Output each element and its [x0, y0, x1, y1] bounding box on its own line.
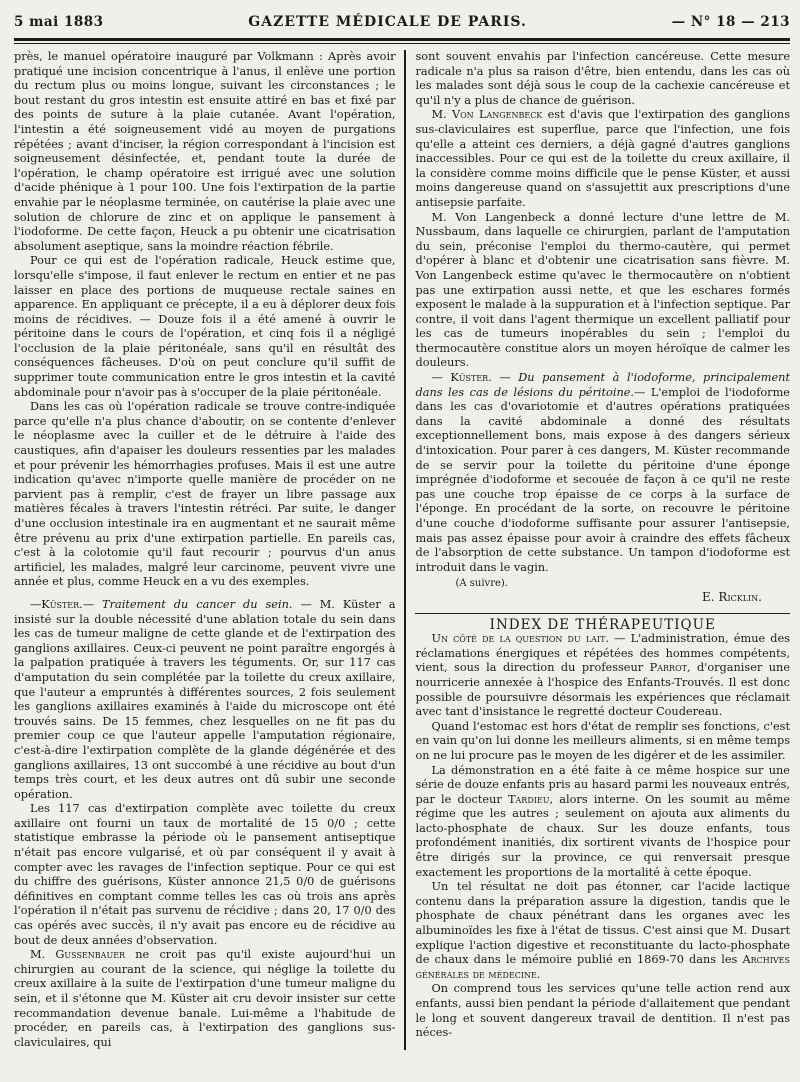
- paragraph: On comprend tous les services qu'une telle action rend aux enfants, aussi bien pendant la période d'allaitement que pendant le long et souvent dangereux travail de dentition. Il n'est pas néces-: [415, 982, 790, 1040]
- paragraph-body: , d'organiser une nourricerie annexée à l'hospice des Enfants-Trouvés. Il est donc possible de poursuivre désormais les expériences que réclamait avec tant d'insistance le regretté docteur Coudereau.: [415, 661, 791, 719]
- section-divider: [415, 613, 790, 614]
- paragraph-body: ne croit pas qu'il existe aujourd'hui un chirurgien au courant de la science, qui néglige la toilette du creux axillaire à la suite de l'extirpation d'une tumeur maligne du sein, et il s'étonne que M. Küster ait cru devoir insister sur cette recommandation devenue banale. Lui-même a l'habitude de procéder, en pareils cas, à l'extirpation des ganglions sus-claviculaires, qui: [14, 948, 396, 1049]
- article-subtitle: Du pansement à l'iodoforme, principalement dans les cas de lésions du péritoine.: [415, 371, 790, 399]
- author-name: — Küster. —: [431, 371, 511, 385]
- paragraph: Quand l'estomac est hors d'état de remplir ses fonctions, c'est en vain qu'on lui donne les meilleurs aliments, si en même temps on ne lui procure pas le moyen de les digérer et de les assimiler.: [415, 719, 790, 762]
- paragraph: près, le manuel opératoire inauguré par Volkmann : Après avoir pratiqué une incision concentrique à l'anus, il enlève une portion du rectum plus ou moins longue, suivant les circonstances ; le bout restant du gros intestin est ensuite attiré en bas et fixé par des points de suture à la plaie cutanée. Avant l'opération, l'intestin a été soigneusement vidé au moyen de purgations répétées ; avant d'inciser, la région correspondant à l'incision est soigneusement désinfectée, et, pendant toute la durée de l'opération, le champ opératoire est irrigué avec une solution d'acide phénique à 1 pour 100. Une fois l'extirpation de la partie envahie par le néoplasme terminée, on cautérise la plaie avec une solution de chlorure de zinc et on applique le pansement à l'iodoforme. De cette façon, Heuck a pu obtenir une cicatrisation absolument aseptique, sans la moindre réaction fébrile.: [14, 50, 396, 253]
- author-name: —Küster.—: [30, 597, 95, 611]
- paragraph-body: — L'emploi de l'iodoforme dans les cas d'ovariotomie et d'autres opérations pratiquées dans la cavité abdominale a donné des résultats exceptionnellement bons, mais expose à des dangers sérieux d'intoxication. Pour parer à ces dangers, M. Küster recommande de se servir pour la toilette du péritoine d'une éponge imprégnée d'iodoforme et secouée de façon à ce qu'il ne reste pas une couche trop épaisse de ce corps à la surface de l'éponge. En procédant de la sorte, on recouvre le péritoine d'une couche d'iodoforme suffisante pour assurer l'antisepsie, mais pas assez épaisse pour avoir à craindre des effets fâcheux de l'absorption de cette substance. Un tampon d'iodoforme est introduit dans le vagin.: [415, 385, 790, 574]
- columns: [14, 50, 790, 1050]
- paragraph-kuster-iodoform: [415, 371, 790, 575]
- author-name: M. Von Langenbeck: [431, 108, 543, 122]
- paragraph-milk-question: [415, 632, 790, 720]
- left-column: [14, 50, 404, 1050]
- person-name: Parrot: [649, 661, 687, 675]
- paragraph-lead: Un côté de la question du lait.: [431, 632, 610, 646]
- to-be-continued: (A suivre).: [455, 578, 508, 590]
- paragraph-body: — M. Küster a insisté sur la double nécessité d'une ablation totale du sein dans les cas de tumeur maligne de cette glande et de l'extirpation des ganglions axillaires. Ceux-ci peuvent ne point paraître engorgés à la palpation pratiquée à travers les téguments. Or, sur 117 cas d'amputation du sein complétée par la toilette du creux axillaire, que l'auteur a empruntés à différentes sources, 2 fois seulement les ganglions axillaires examinés à l'aide du microscope ont été trouvés sains. De 15 femmes, chez lesquelles on ne fit pas du premier coup ce que l'auteur appelle l'amputation régionaire, c'est-à-dire l'extirpation complète de la glande dégénérée et des ganglions axillaires, 13 ont succombé à une récidive au bout d'un temps très court, et les deux autres ont dû subir une seconde opération.: [14, 597, 396, 801]
- page-header: [14, 14, 790, 34]
- paragraph-langenbeck: [415, 108, 790, 210]
- header-rule: [14, 38, 790, 44]
- paragraph: M. Von Langenbeck a donné lecture d'une lettre de M. Nussbaum, dans laquelle ce chirurgien, parlant de l'amputation du sein, préconise l'emploi du thermo-cautère, qui permet d'opérer à blanc et d'obtenir une cicatrisation sans fièvre. M. Von Langenbeck estime qu'avec le thermocautère on n'obtient pas une extirpation aussi nette, et que les eschares formés exposent le malade à la suppuration et à l'infection septique. Par contre, il voit dans l'agent thermique un excellent palliatif pour les cas de tumeurs inopérables du sein ; l'emploi du thermocautère constitue alors un moyen héroïque de calmer les douleurs.: [415, 210, 790, 370]
- journal-title: GAZETTE MÉDICALE DE PARIS.: [248, 14, 527, 30]
- publication-name: Archives générales de médecine: [415, 953, 791, 981]
- paragraph-body: est d'avis que l'extirpation des ganglions sus-claviculaires est superflue, parce que l'infection, une fois qu'elle a atteint ces derniers, a déjà gagné d'autres ganglions inaccessibles. Pour ce qui est de la toilette du creux axillaire, il la considère comme moins difficile que le pense Küster, et aussi moins dangereuse quand on s'assujettit aux prescriptions d'une antisepsie parfaite.: [415, 108, 791, 209]
- paragraph-body: — L'administration, émue des réclamations énergiques et répétées des hommes compétents, vient, sous la direction du professeur: [415, 632, 791, 675]
- paragraph-dusart: [415, 880, 790, 982]
- author-name: M. Gussenbauer: [30, 948, 126, 962]
- section-title: INDEX DE THÉRAPEUTIQUE: [489, 616, 716, 633]
- issue-date: 5 mai 1883: [14, 14, 104, 30]
- paragraph-body: Un tel résultat ne doit pas étonner, car l'acide lactique contenu dans la préparation assure la digestion, tandis que le phosphate de chaux pénétrant dans les organes avec les albuminoïdes les fixe à l'état de tissus. C'est ainsi que M. Dusart explique l'action digestive et reconstituante du lacto-phosphate de chaux dans le mémoire publié en 1869-70 dans les: [415, 880, 790, 967]
- person-name: Tardieu: [508, 792, 550, 806]
- article-subtitle: Traitement du cancer du sein.: [102, 597, 293, 611]
- paragraph-body: , alors interne. On les soumit au même régime que les autres ; seulement on ajouta aux aliments du lacto-phosphate de chaux. Sur les douze enfants, tous profondément inanitiés, dix sortirent vivants de l'hospice pour être dirigés sur la province, ce qui renversait presque exactement les proportions de la mortalité à cette époque.: [415, 792, 791, 879]
- right-column: [404, 50, 790, 1050]
- paragraph: Les 117 cas d'extirpation complète avec toilette du creux axillaire ont fourni un taux de mortalité de 15 0/0 ; cette statistique embrasse la période où le pansement antiseptique n'était pas encore vulgarisé, et où par conséquent il y avait à compter avec les ravages de l'infection septique. Pour ce qui est du chiffre des guérisons, Küster annonce 21,5 0/0 de guérisons définitives en comptant comme telles les cas où trois ans après l'opération il n'était pas survenu de récidive ; dans 20, 17 0/0 des cas opérés avec succès, il n'y avait pas encore eu de récidive au bout de deux années d'observation.: [14, 802, 396, 947]
- paragraph: Dans les cas où l'opération radicale se trouve contre-indiquée parce qu'elle n'a plus chance d'aboutir, on se contente d'enlever le néoplasme avec la cuiller et de le détruire à l'aide des caustiques, afin d'apaiser les douleurs ressenties par les malades et pour prévenir les hémorrhagies profuses. Mais il est une autre indication qu'avec n'importe quelle manière de procéder on ne parvient pas à remplir, c'est de frayer un libre passage aux matières fécales à travers l'intestin rétréci. Par suite, le danger d'une occlusion intestinale ira en augmentant et ne saurait même être prévenu au prix d'une extirpation partielle. En pareils cas, c'est à la colotomie qu'il faut recourir ; pourvus d'un anus artificiel, les malades, malgré leur carcinome, peuvent vivre une année et plus, comme Heuck en a vu des exemples.: [14, 400, 396, 589]
- paragraph: sont souvent envahis par l'infection cancéreuse. Cette mesure radicale n'a plus sa raison d'être, bien entendu, dans les cas où les malades sont déjà sous le coup de la cachexie cancéreuse et qu'il n'y a plus de chance de guérison.: [415, 50, 790, 107]
- paragraph-body: La démonstration en a été faite à ce même hospice sur une série de douze enfants pris au hasard parmi les nouveaux entrés, par le docteur: [415, 763, 790, 806]
- paragraph-body: .: [536, 967, 541, 981]
- paragraph-gussenbauer: [14, 948, 395, 1050]
- paragraph: Pour ce qui est de l'opération radicale, Heuck estime que, lorsqu'elle s'impose, il faut enlever le rectum en entier et ne pas laisser en place des portions de muqueuse rectale saines en apparence. En appliquant ce précepte, il a eu à déplorer deux fois moins de récidives. — Douze fois il a été amené à ouvrir le péritoine dans le cours de l'opération, et cinq fois il a négligé l'occlusion de la plaie péritonéale, sans qu'il en résultât des conséquences fâcheuses. D'où on peut conclure qu'il suffit de supprimer toute communication entre le gros intestin et la cavité abdominale pour n'avoir pas à s'occuper de la plaie péritonéale.: [14, 254, 396, 399]
- paragraph-tardieu: [415, 764, 790, 881]
- issue-number: — N° 18 — 213: [671, 14, 790, 30]
- paragraph-kuster-breast-cancer: [14, 598, 395, 802]
- author-signature: E. Ricklin.: [702, 589, 762, 604]
